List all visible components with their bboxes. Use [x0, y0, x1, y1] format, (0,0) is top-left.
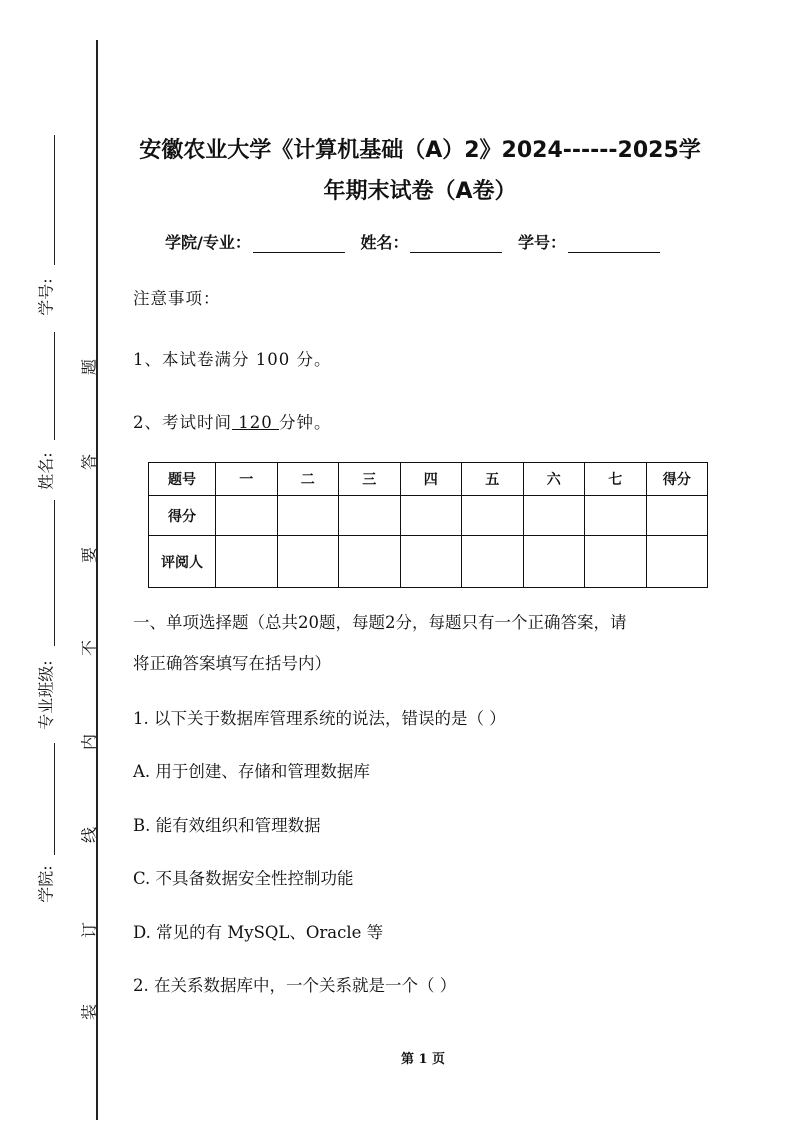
table-cell [339, 496, 401, 536]
table-header: 四 [400, 463, 462, 496]
table-cell [462, 496, 524, 536]
row-label: 评阅人 [149, 536, 216, 588]
table-header: 二 [277, 463, 339, 496]
table-cell [277, 496, 339, 536]
page-title: 安徽农业大学《计算机基础（A）2》2024------2025学 [139, 138, 701, 163]
binding-char: 内 [79, 733, 99, 751]
note-item: 1、本试卷满分 100 分。 [133, 350, 332, 369]
binding-char: 不 [79, 639, 99, 657]
score-table [148, 462, 708, 588]
name-blank[interactable] [410, 236, 502, 253]
margin-name-label: 姓名: [36, 452, 56, 490]
binding-char: 线 [79, 826, 99, 844]
table-cell [216, 496, 278, 536]
margin-college-label: 学院: [36, 865, 56, 903]
table-header-row [149, 463, 708, 496]
margin-underline [54, 332, 55, 440]
binding-char: 订 [79, 921, 99, 939]
binding-char: 要 [79, 546, 99, 564]
table-header: 五 [462, 463, 524, 496]
table-cell [216, 536, 278, 588]
table-header: 题号 [149, 463, 216, 496]
table-header: 七 [585, 463, 647, 496]
college-blank[interactable] [253, 236, 345, 253]
table-row [149, 536, 708, 588]
table-cell [646, 496, 708, 536]
student-info-line [165, 230, 670, 253]
table-cell [339, 536, 401, 588]
option: C. 不具备数据安全性控制功能 [133, 869, 354, 888]
table-row [149, 496, 708, 536]
table-cell [523, 536, 585, 588]
table-cell [585, 536, 647, 588]
table-cell [523, 496, 585, 536]
table-cell [400, 496, 462, 536]
exam-duration: 120 [232, 413, 279, 432]
page-title-line2: 年期末试卷（A卷） [323, 179, 517, 204]
margin-underline [54, 743, 55, 855]
question: 2. 在关系数据库中，一个关系就是一个（ ） [133, 976, 457, 995]
table-cell [277, 536, 339, 588]
table-header: 一 [216, 463, 278, 496]
binding-char: 装 [79, 1003, 99, 1021]
notes-heading: 注意事项： [133, 289, 221, 308]
section-heading-line2: 将正确答案填写在括号内） [133, 654, 331, 673]
margin-class-label: 专业班级: [36, 660, 56, 730]
option: A. 用于创建、存储和管理数据库 [133, 762, 370, 781]
id-blank[interactable] [568, 236, 660, 253]
margin-underline [54, 500, 55, 646]
table-cell [462, 536, 524, 588]
table-cell [400, 536, 462, 588]
id-label: 学号： [518, 233, 567, 252]
table-header: 三 [339, 463, 401, 496]
note-text: 分钟。 [278, 413, 332, 432]
note-text: 2、考试时间 [133, 413, 232, 432]
table-cell [585, 496, 647, 536]
table-header: 得分 [646, 463, 708, 496]
binding-char: 题 [79, 358, 99, 376]
name-label: 姓名： [360, 233, 409, 252]
question: 1. 以下关于数据库管理系统的说法，错误的是（ ） [133, 709, 506, 728]
table-cell [646, 536, 708, 588]
binding-char: 答 [79, 453, 99, 471]
table-header: 六 [523, 463, 585, 496]
option: D. 常见的有 MySQL、Oracle 等 [133, 923, 384, 942]
row-label: 得分 [149, 496, 216, 536]
note-item [133, 409, 331, 433]
option: B. 能有效组织和管理数据 [133, 816, 321, 835]
margin-student-id-label: 学号: [36, 278, 56, 316]
college-label: 学院/专业： [165, 233, 251, 252]
page-number: 第 1 页 [400, 1052, 446, 1067]
section-heading: 一、单项选择题（总共20题，每题2分，每题只有一个正确答案，请 [133, 613, 627, 632]
